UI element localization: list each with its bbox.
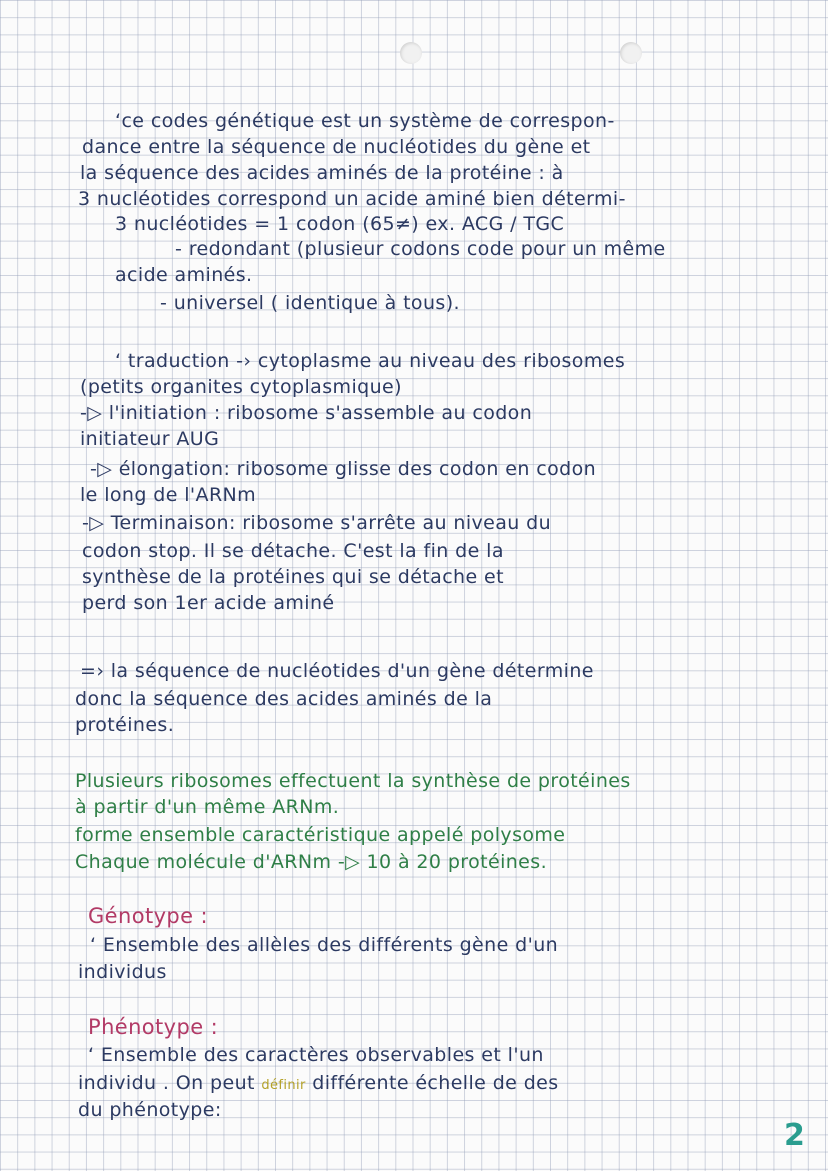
code-line-2: dance entre la séquence de nucléotides du gène et <box>82 136 591 158</box>
traduction-line-3: -▷ l'initiation : ribosome s'assemble au codon <box>80 402 533 424</box>
conclusion-line-3: protéines. <box>75 714 175 736</box>
traduction-line-9: synthèse de la protéines qui se détache et <box>82 566 504 588</box>
conclusion-line-1: =› la séquence de nucléotides d'un gène détermine <box>80 660 594 682</box>
code-line-4: 3 nucléotides correspond un acide aminé bien détermi- <box>78 188 626 210</box>
traduction-line-8: codon stop. Il se détache. C'est la fin de la <box>82 540 504 562</box>
traduction-line-10: perd son 1er acide aminé <box>82 592 335 614</box>
traduction-line-6: le long de l'ARNm <box>80 484 257 506</box>
code-line-3: la séquence des acides aminés de la protéine : à <box>80 162 564 184</box>
genotype-line-2: individus <box>78 961 167 983</box>
binder-hole-left <box>400 42 422 64</box>
traduction-line-5: -▷ élongation: ribosome glisse des codon en codon <box>90 458 597 480</box>
code-line-7: acide aminés. <box>115 264 253 286</box>
traduction-line-1: ʻ traduction -› cytoplasme au niveau des ribosomes <box>115 350 626 372</box>
code-line-6: - redondant (plusieur codons code pour un même <box>175 238 666 260</box>
phenotype-line-2-start: individu . On peut <box>78 1072 255 1094</box>
phenotype-highlight-word: définir <box>261 1078 306 1093</box>
traduction-line-7: -▷ Terminaison: ribosome s'arrête au niveau du <box>82 512 552 534</box>
code-line-5: 3 nucléotides = 1 codon (65≠) ex. ACG / TGC <box>115 213 565 235</box>
binder-hole-right <box>620 42 642 64</box>
genotype-title: Génotype : <box>88 904 209 928</box>
ribosomes-line-4: Chaque molécule d'ARNm -▷ 10 à 20 protéines. <box>75 851 548 873</box>
genotype-line-1: ʻ Ensemble des allèles des différents gène d'un <box>90 934 559 956</box>
phenotype-line-1: ʻ Ensemble des caractères observables et l'un <box>88 1044 544 1066</box>
conclusion-line-2: donc la séquence des acides aminés de la <box>75 688 493 710</box>
ribosomes-line-3: forme ensemble caractéristique appelé polysome <box>75 824 566 846</box>
traduction-line-4: initiateur AUG <box>80 428 220 450</box>
phenotype-title: Phénotype : <box>88 1015 219 1039</box>
phenotype-line-2-end: différente échelle de des <box>312 1072 559 1094</box>
code-line-8: - universel ( identique à tous). <box>160 292 460 314</box>
ribosomes-line-2: à partir d'un même ARNm. <box>75 796 340 818</box>
code-line-1: ʻce codes génétique est un système de correspon- <box>115 110 615 132</box>
ribosomes-line-1: Plusieurs ribosomes effectuent la synthèse de protéines <box>75 770 631 792</box>
page-number: 2 <box>784 1118 805 1153</box>
phenotype-line-3: du phénotype: <box>78 1099 222 1121</box>
traduction-line-2: (petits organites cytoplasmique) <box>80 376 402 398</box>
phenotype-line-2 <box>78 1072 559 1097</box>
